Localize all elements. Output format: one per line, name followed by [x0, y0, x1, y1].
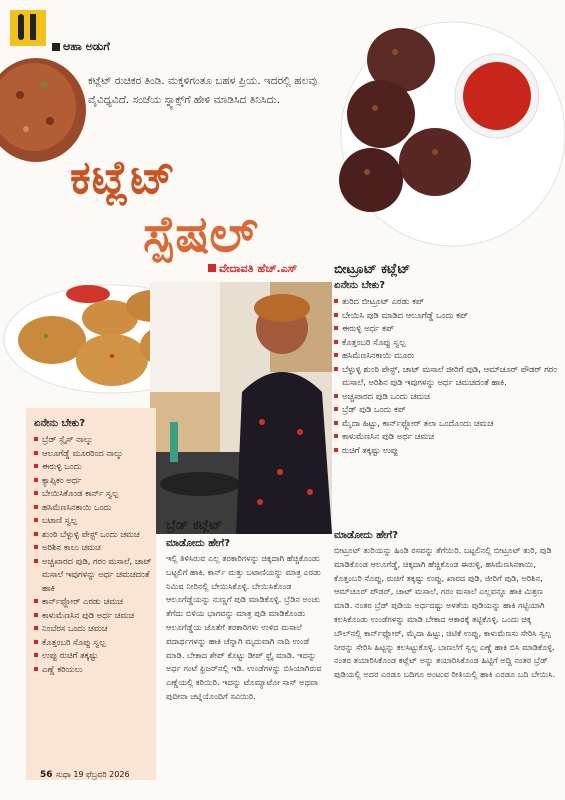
- ingredient-item: ಅಚ್ಚಖಾರದ ಪುಡಿ, ಗರಂ ಮಸಾಲೆ, ಚಾಟ್ ಮಸಾಲೆ ಇವುಗಳನ್ನು ಅರ್ಧ ಚಮಚದಂತೆ ಹಾಕಿ: [34, 555, 152, 596]
- ingredient-item: ಕಾರ್ನ್‌ಫ್ಲೋರ್ ಎರಡು ಚಮಚ: [34, 595, 152, 609]
- ingredient-item: ಈರುಳ್ಳಿ ಒಂದು: [34, 460, 152, 474]
- bread-method-text: ಇಲ್ಲಿ ತಿಳಿಸಿರುವ ಎಲ್ಲ ತರಕಾರಿಗಳನ್ನು ಚಿಕ್ಕದಾಗಿ ಹೆಚ್ಚಿಕೊಂಡು ಬಟ್ಟಲಿಗೆ ಹಾಕಿ. ಕಾರ್ನ್ ಮತ್ತು ಬಟಾಣಿಯನ್ನು ಮಾತ್ರ ಎರಡು ನಿಮಿಷ ನೀರಿನಲ್ಲಿ ಬೇಯಿಸಿಕೊಳ್ಳಿ. ಬೇಯಿಸಿಕೊಂಡ ಆಲೂಗೆಡ್ಡೆಯನ್ನು ನುಣ್ಣಗೆ ಪುಡಿ ಮಾಡಿಕೊಳ್ಳಿ. ಬ್ರೆಡಿನ ಅಂಚು ತೆಗೆದು ಬಿಳಿಯ ಭಾಗವನ್ನು ಮಾತ್ರ ಪುಡಿ ಮಾಡಿಕೊಂಡು ಆಲೂಗೆಡ್ಡೆಯ ಜೊತೆಗೆ ತರಕಾರಿಗಳು ಉಳಿದ ಮಸಾಲೆ ಪದಾರ್ಥಗಳನ್ನು ಹಾಕಿ ಚೆನ್ನಾಗಿ ಮೃದುವಾಗಿ ನಾದಿ ಉಂಡೆ ಮಾಡಿ. ಬೇಕಾದ ಶೇಪ್ ಕೊಟ್ಟು ಡೀಪ್ ಫ್ರೈ ಮಾಡಿ. ಇದನ್ನು ಅರ್ಧ ಗಂಟೆ ಫ್ರಿಜರ್‌ನಲ್ಲಿ ಇಡಿ. ಉಂಡೆಗಳನ್ನು ಬಿಸಿಯಾಗಿರುವ ಎಣ್ಣೆಯಲ್ಲಿ ಕರಿಯಿರಿ. ಇದನ್ನು ಟೊಮ್ಯಾಟೋ ಸಾಸ್ ಅಥವಾ ಪುದೀನಾ ಚಟ್ನಿಯೊಂದಿಗೆ ಸವಿಯಿರಿ.: [166, 553, 322, 701]
- cutlet-photo-top-left: [0, 55, 90, 165]
- ingredient-item: ಆಲೂಗೆಡ್ಡೆ ಮೂರರಿಂದ ನಾಲ್ಕು: [34, 447, 152, 461]
- ingredient-item: ಬ್ರೆಡ್ ಪುಡಿ ಒಂದು ಕಪ್: [334, 403, 559, 417]
- ingredient-item: ಬಟಾಣಿ ಸ್ವಲ್ಪ: [34, 514, 152, 528]
- ingredient-item: ಬೆಳ್ಳುಳ್ಳಿ ಶುಂಠಿ ಪೇಸ್ಟ್, ಚಾಟ್ ಮಸಾಲೆ ಜೀರಿಗೆ ಪುಡಿ, ಆಮ್‌ಚೂರ್ ಪೌಡರ್ ಗರಂ ಮಸಾಲೆ, ಅರಿಶಿನ ಪುಡಿ ಇವುಗಳನ್ನು ಅರ್ಧ ಚಮಚದಂತೆ ಹಾಕಿ.: [334, 363, 559, 390]
- ingredient-item: ಕಾಳುಮೆಣಸಿನ ಪುಡಿ ಅರ್ಧ ಚಮಚ: [334, 430, 559, 444]
- cook-photo: [150, 282, 332, 534]
- article-intro: ಕಟ್ಲೆಟ್ ರುಚಿಕರ ತಿಂಡಿ. ಮಕ್ಕಳಿಗಂತೂ ಬಹಳ ಪ್ರಿಯ. ಇದರಲ್ಲಿ ಹಲವು ವೈವಿಧ್ಯವಿದೆ. ಸಂಜೆಯ ಸ್ನ್ಯಾಕ್ಸ್‌ಗೆ ಹೇಳಿ ಮಾಡಿಸಿದ ತಿನಿಸಿದು.: [88, 75, 317, 106]
- ingredient-item: ತುರಿದ ಬೀಟ್ರೂಟ್ ಎರಡು ಕಪ್: [334, 295, 559, 309]
- section-name: ಆಹಾ ಅಡುಗೆ: [63, 40, 110, 53]
- beetroot-method-text: ಬೀಟ್ರೂಟ್ ತುರಿಯನ್ನು ಹಿಂಡಿ ರಸವನ್ನು ತೆಗೆಯಿರಿ. ಬಟ್ಟಲಿನಲ್ಲಿ ಬೀಟ್ರೂಟ್ ತುರಿ, ಪುಡಿ ಮಾಡಿಕೊಂಡ ಆಲೂಗೆಡ್ಡೆ, ಚಿಕ್ಕದಾಗಿ ಹೆಚ್ಚಿಕೊಂಡ ಈರುಳ್ಳಿ, ಹಸಿಮೆಣಸಿನಕಾಯಿ, ಕೊತ್ತಂಬರಿ ಸೊಪ್ಪು, ರುಚಿಗೆ ತಕ್ಕಷ್ಟು ಉಪ್ಪು, ಖಾರದ ಪುಡಿ, ಜೀರಿಗೆ ಪುಡಿ, ಅರಿಶಿನ, ಆಮ್‌ಚೂರ್ ಪೌಡರ್, ಚಾಟ್ ಮಸಾಲೆ, ಗರಂ ಮಸಾಲೆ ಎಲ್ಲವನ್ನೂ ಹಾಕಿ ಮಿಶ್ರಣ ಮಾಡಿ. ನಂತರ ಬ್ರೆಡ್ ಪುಡಿಯ ಅರ್ಧದಷ್ಟು ಅಳತೆಯ ಪುಡಿಯನ್ನು ಹಾಕಿ ಗಟ್ಟಿಯಾಗಿ ಕಲಸಿಕೊಂಡು ಉಂಡೆಗಳನ್ನು ಮಾಡಿ ಬೇಕಾದ ಆಕಾರಕ್ಕೆ ತಟ್ಟಿಕೊಳ್ಳಿ. ಒಂದು ಚಿಕ್ಕ ಬೌಲ್‌ನಲ್ಲಿ ಕಾರ್ನ್‌ಫ್ಲೋರ್, ಮೈದಾ ಹಿಟ್ಟು, ಚಿಟಿಕೆ ಉಪ್ಪು, ಕಾಳುಮೆಣಸು ಸೇರಿಸಿ ಸ್ವಲ್ಪ ನೀರನ್ನು ಸೇರಿಸಿ ಹಿಟ್ಟನ್ನು ಕಲಸಿಟ್ಟುಕೊಳ್ಳಿ. ಬಾಣಲೆಗೆ ಸ್ವಲ್ಪ ಎಣ್ಣೆ ಹಾಕಿ ಬಿಸಿ ಮಾಡಿಕೊಳ್ಳಿ. ನಂತರ ತಯಾರಿಸಿಕೊಂಡ ಕಟ್ಲೆಟ್ ಅನ್ನು ತಯಾರಿಸಿಕೊಂಡ ಹಿಟ್ಟಿಗೆ ಅದ್ದಿ ನಂತರ ಬ್ರೆಡ್ ಪುಡಿಯಲ್ಲಿ ಅದರ ಎರಡೂ ಬದಿಗೂ ಅಂಟುವ ರೀತಿಯಲ್ಲಿ ಹಾಕಿ ಎರಡೂ ಬದಿ ಬೇಯಿಸಿ.: [334, 545, 556, 680]
- ingredient-item: ಅರಿಶಿನ ಕಾಲು ಚಮಚ: [34, 541, 152, 555]
- article-title-line2: ಸ್ಪೆಷಲ್: [143, 205, 258, 263]
- byline-marker: [208, 264, 216, 272]
- author-byline: ವೇದಾವತಿ ಹೆಚ್.ಎಸ್: [219, 262, 298, 275]
- beetroot-ingredient-list: [334, 295, 559, 457]
- bread-needs-label: ಏನೇನು ಬೇಕು?: [34, 418, 86, 429]
- bread-method-label: ಮಾಡೋದು ಹೇಗೆ?: [166, 538, 231, 549]
- beetroot-method-label: ಮಾಡೋದು ಹೇಗೆ?: [334, 530, 399, 541]
- ingredient-item: ಕೊತ್ತಂಬರಿ ಸೊಪ್ಪು ಸ್ವಲ್ಪ: [334, 336, 559, 350]
- ingredient-item: ಹಸಿಮೆಣಸಿನಕಾಯಿ ಒಂದು: [34, 501, 152, 515]
- beetroot-needs-label: ಏನೇನು ಬೇಕು?: [334, 280, 386, 291]
- ingredient-item: ಅಚ್ಚಖಾರದ ಪುಡಿ ಒಂದು ಚಮಚ: [334, 390, 559, 404]
- ingredient-item: ನಿಂಬೆರಸ ಒಂದು ಚಮಚ: [34, 622, 152, 636]
- fork-icon: [30, 14, 36, 40]
- ingredient-item: ಕೊತ್ತಂಬರಿ ಸೊಪ್ಪು ಸ್ವಲ್ಪ: [34, 636, 152, 650]
- publication-date: ಸುಧಾ 19 ಫೆಬ್ರವರಿ 2026: [56, 770, 130, 779]
- beetroot-cutlet-photo: [315, 12, 565, 252]
- bread-ingredient-list: [34, 433, 152, 676]
- page-number: 56: [40, 770, 53, 780]
- ingredient-item: ಈರುಳ್ಳಿ ಅರ್ಧ ಕಪ್: [334, 322, 559, 336]
- ingredient-item: ಮೈದಾ ಹಿಟ್ಟು, ಕಾರ್ನ್‌ಫ್ಲೋರ್ ತಲಾ ಒಂದೊಂದು ಚಮಚ: [334, 417, 559, 431]
- beetroot-method-box: [334, 530, 559, 682]
- ingredient-item: ಶುಂಠಿ ಬೆಳ್ಳುಳ್ಳಿ ಪೇಸ್ಟ್ ಒಂದು ಚಮಚ: [34, 528, 152, 542]
- spoon-icon: [18, 14, 24, 40]
- bread-ingredients-box: [34, 418, 152, 676]
- ingredient-item: ಬ್ರೆಡ್ ಸ್ಲೈಸ್ ನಾಲ್ಕು: [34, 433, 152, 447]
- ingredient-item: ಉಪ್ಪು ರುಚಿಗೆ ತಕ್ಕಷ್ಟು: [34, 649, 152, 663]
- section-marker: [52, 43, 60, 51]
- ingredient-item: ಬೇಯಿಸಿಕೊಂಡ ಕಾರ್ನ್ ಸ್ವಲ್ಪ: [34, 487, 152, 501]
- bread-title: ಬ್ರೆಡ್ ಕಟ್ಲೆಟ್: [166, 518, 223, 533]
- beetroot-ingredients-box: [334, 262, 559, 457]
- ingredient-item: ಕ್ಯಾಪ್ಸಿಕಂ ಅರ್ಧ: [34, 474, 152, 488]
- ingredient-item: ರುಚಿಗೆ ತಕ್ಕಷ್ಟು ಉಪ್ಪು: [334, 444, 559, 458]
- ingredient-item: ಹಸಿಮೆಣಸಿನಕಾಯಿ ಮೂರು: [334, 349, 559, 363]
- ingredient-item: ಕಾಳುಮೆಣಸಿನ ಪುಡಿ ಅರ್ಧ ಚಮಚ: [34, 609, 152, 623]
- ingredient-item: ಬೇಯಿಸಿ ಪುಡಿ ಮಾಡಿದ ಆಲೂಗೆಡ್ಡೆ ಒಂದು ಕಪ್: [334, 309, 559, 323]
- magazine-logo: [10, 10, 46, 46]
- beetroot-title: ಬೀಟ್ರೂಟ್ ಕಟ್ಲೆಟ್: [334, 262, 411, 277]
- bread-method-box: [166, 518, 326, 704]
- article-title-line1: ಕಟ್ಲೆಟ್: [70, 150, 177, 204]
- ingredient-item: ಎಣ್ಣೆ ಕರಿಯಲು: [34, 663, 152, 677]
